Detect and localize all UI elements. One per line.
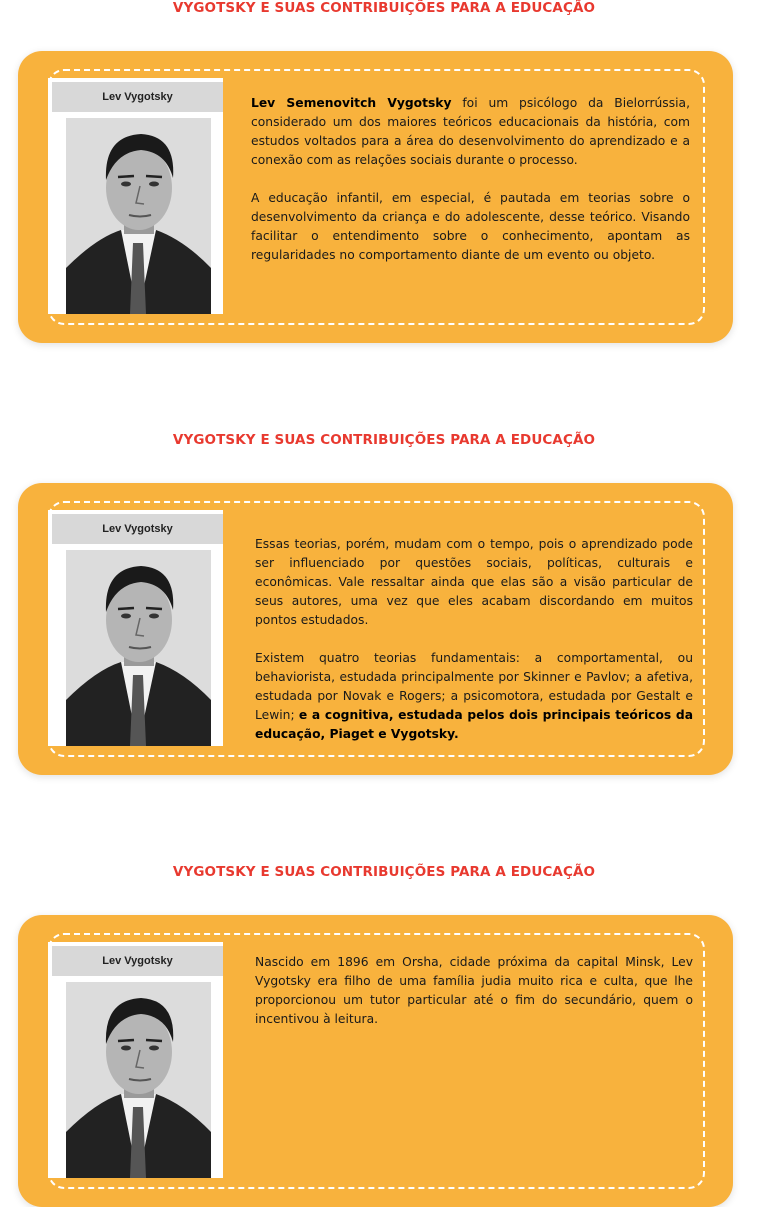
page-title: VYGOTSKY E SUAS CONTRIBUIÇÕES PARA A EDUCAÇÃO bbox=[172, 864, 596, 880]
photo-caption: Lev Vygotsky bbox=[52, 82, 223, 112]
photo-caption: Lev Vygotsky bbox=[52, 514, 223, 544]
body-text bbox=[255, 953, 693, 1048]
paragraph: Existem quatro teorias fundamentais: a comportamental, ou behaviorista, estudada principalmente por Skinner e Pavlov; a afetiva, estudada por Novak e Rogers; a psicomotora, estudada por Gestalt e Lewin; e a cognitiva, estudada pelos dois principais teóricos da educação, Piaget e Vygotsky. bbox=[255, 651, 693, 741]
page-title: VYGOTSKY E SUAS CONTRIBUIÇÕES PARA A EDUCAÇÃO bbox=[172, 0, 596, 16]
paragraph: Essas teorias, porém, mudam com o tempo, pois o aprendizado pode ser influenciado por questões sociais, políticas, culturais e econômicas. Vale ressaltar ainda que elas são a visão particular de seus autores, uma vez que eles acabam discordando em muitos pontos estudados. bbox=[255, 537, 693, 627]
body-text bbox=[251, 94, 690, 284]
portrait-image bbox=[66, 982, 211, 1178]
portrait-image bbox=[66, 550, 211, 746]
page-title: VYGOTSKY E SUAS CONTRIBUIÇÕES PARA A EDUCAÇÃO bbox=[172, 432, 596, 448]
portrait-image bbox=[66, 118, 211, 314]
photo-frame bbox=[48, 942, 223, 1178]
photo-frame bbox=[48, 510, 223, 746]
paragraph: Lev Semenovitch Vygotsky foi um psicólogo da Bielorrússia, considerado um dos maiores teóricos educacionais da história, com estudos voltados para a área do desenvolvimento do aprendizado e a conexão com as relações sociais durante o processo. bbox=[251, 96, 690, 167]
photo-frame bbox=[48, 78, 223, 314]
photo-caption: Lev Vygotsky bbox=[52, 946, 223, 976]
paragraph: Nascido em 1896 em Orsha, cidade próxima da capital Minsk, Lev Vygotsky era filho de uma família judia muito rica e culta, que lhe proporcionou um tutor particular até o fim do secundário, quem o incentivou à leitura. bbox=[255, 955, 693, 1026]
body-text bbox=[255, 535, 693, 763]
paragraph: A educação infantil, em especial, é pautada em teorias sobre o desenvolvimento da criança e do adolescente, desse teórico. Visando facilitar o entendimento sobre o conhecimento, apontam as regularidades no comportamento diante de um evento ou objeto. bbox=[251, 191, 690, 262]
